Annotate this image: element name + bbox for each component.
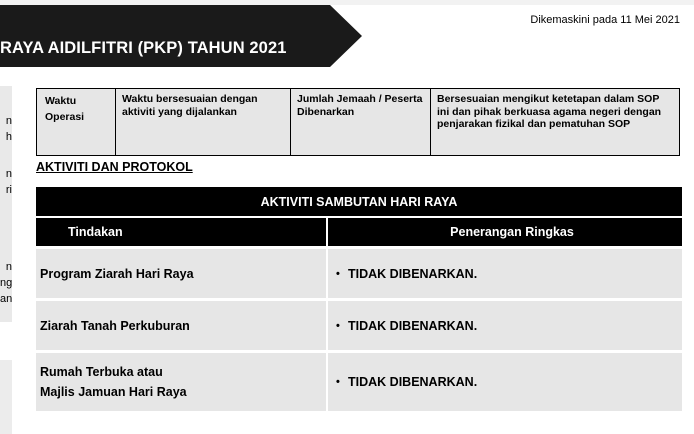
top-strip [0, 0, 694, 5]
column-header-description: Penerangan Ringkas [328, 218, 682, 246]
info-cell-participants-value: Bersesuaian mengikut ketetapan dalam SOP ini dan pihak berkuasa agama negeri dengan penjarakan fizikal dan pematuhan SOP [431, 89, 680, 156]
row-description-text: TIDAK DIBENARKAN. [348, 375, 478, 389]
column-header-action: Tindakan [36, 218, 326, 246]
row-description [328, 249, 682, 298]
left-fragment: ri [5, 184, 12, 196]
page-title: RAYA AIDILFITRI (PKP) TAHUN 2021 [0, 39, 287, 57]
updated-date: Dikemaskini pada 11 Mei 2021 [530, 14, 680, 26]
left-fragment: ng [0, 277, 13, 289]
row-description-text: TIDAK DIBENARKAN. [348, 266, 478, 281]
bullet: • [336, 376, 340, 388]
table-row [36, 353, 682, 411]
info-cell-operation [37, 89, 116, 156]
row-description [328, 301, 682, 350]
bullet: • [336, 319, 340, 332]
left-fragment: n [5, 261, 12, 273]
row-action [36, 301, 326, 350]
info-cell-time: Waktu bersesuaian dengan aktiviti yang dijalankan [116, 89, 291, 156]
info-operation-line: Waktu [45, 95, 77, 107]
info-operation-line: Operasi [45, 111, 85, 123]
row-action-line: Program Ziarah Hari Raya [40, 266, 194, 281]
activity-column-headers [36, 218, 682, 246]
left-fragment: n [5, 168, 12, 180]
section-heading: AKTIVITI DAN PROTOKOL [36, 160, 193, 174]
table-row [36, 249, 682, 298]
row-action-line: Rumah Terbuka atau [40, 365, 163, 379]
bullet: • [336, 267, 340, 280]
row-action [36, 353, 326, 411]
left-fragment: h [5, 131, 12, 143]
row-description-text: TIDAK DIBENARKAN. [348, 318, 478, 333]
info-cell-participants-label: Jumlah Jemaah / Peserta Dibenarkan [291, 89, 431, 156]
row-action-line: Majlis Jamuan Hari Raya [40, 385, 187, 399]
row-action-line: Ziarah Tanah Perkuburan [40, 318, 190, 333]
left-fragment: n [5, 115, 12, 127]
table-row [36, 301, 682, 350]
row-description [328, 353, 682, 411]
activity-table-title: AKTIVITI SAMBUTAN HARI RAYA [36, 187, 682, 216]
row-action [36, 249, 326, 298]
info-table [36, 88, 680, 156]
left-side-panel-lower [0, 360, 12, 434]
left-fragment: an [0, 293, 13, 305]
